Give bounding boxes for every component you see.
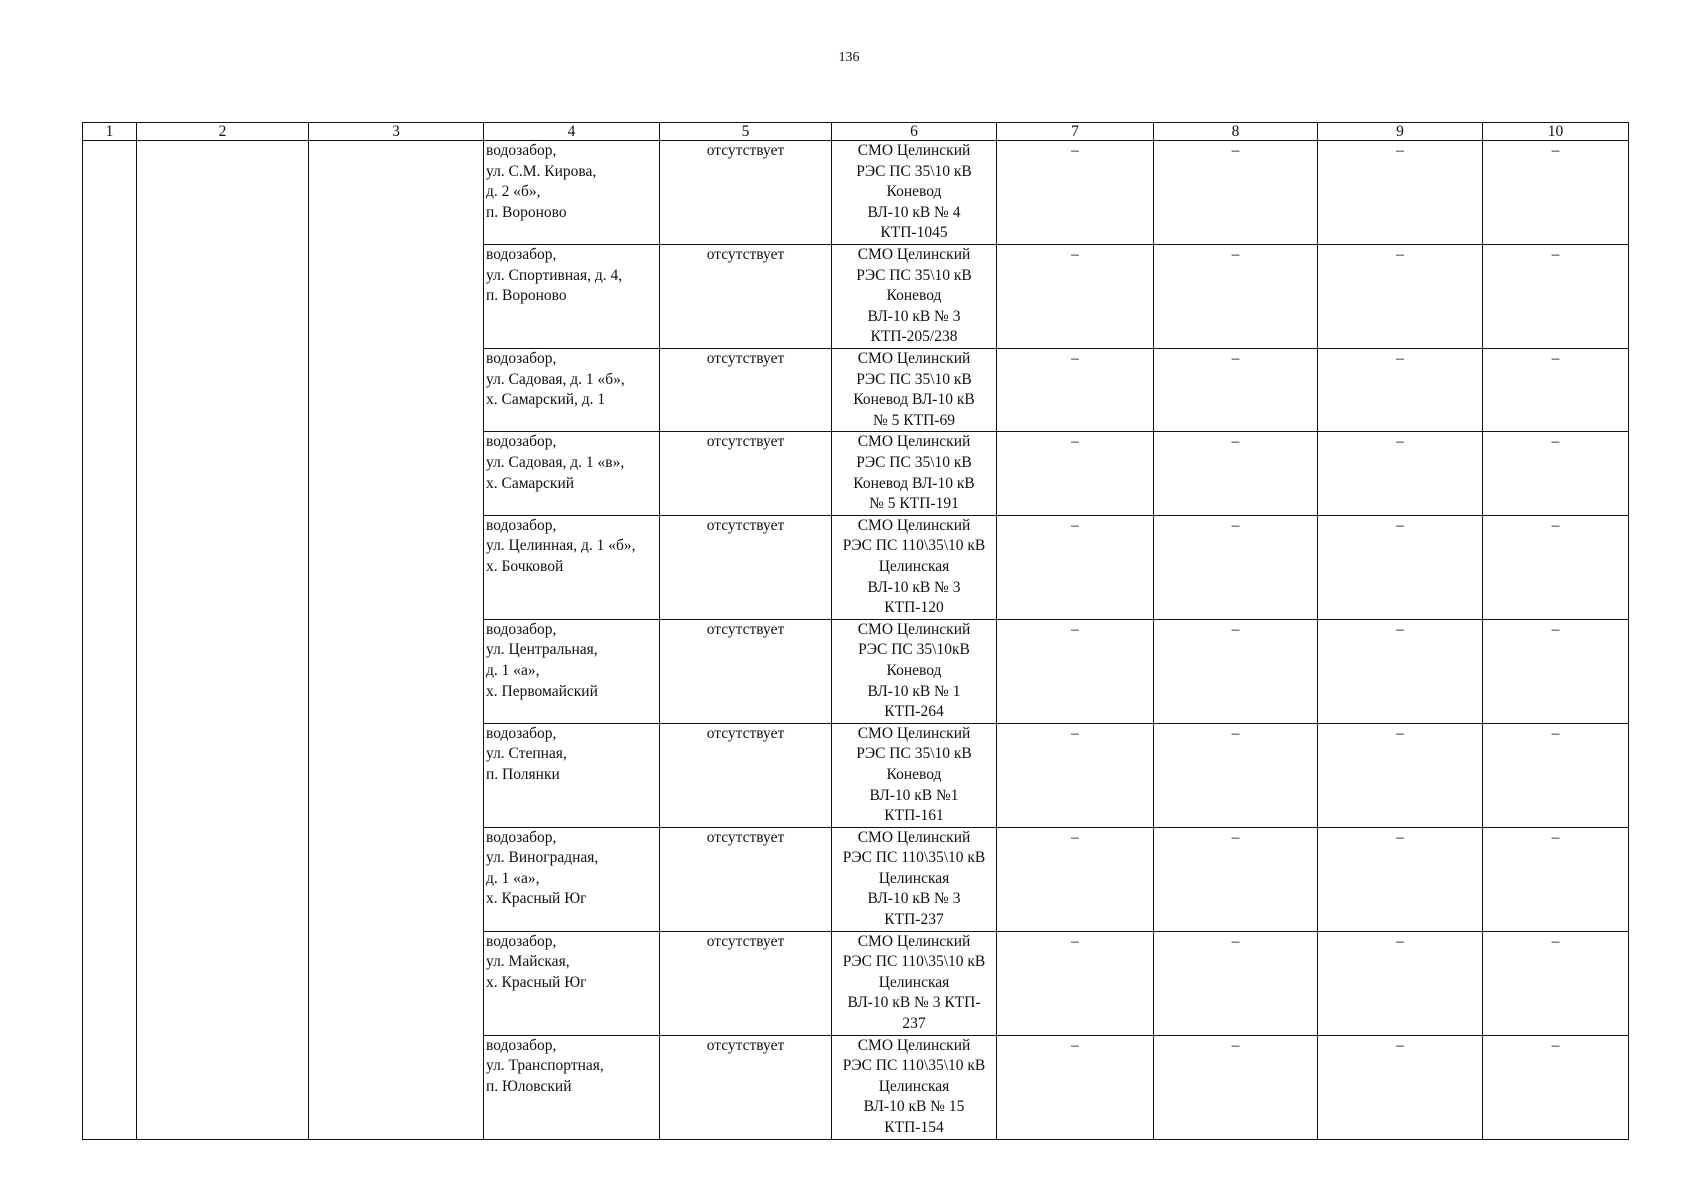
facility-address-cell: водозабор, ул. Майская, х. Красный Юг	[484, 931, 660, 1035]
page-number: 136	[838, 50, 860, 65]
header-cell: 4	[484, 123, 660, 141]
header-cell: 3	[309, 123, 484, 141]
col-10-cell: –	[1483, 245, 1629, 349]
infrastructure-table	[82, 122, 1629, 1140]
col-10-cell: –	[1483, 827, 1629, 931]
col-9-cell: –	[1318, 349, 1483, 432]
status-cell: отсутствует	[660, 245, 832, 349]
power-source-cell: СМО Целинский РЭС ПС 110\35\10 кВ Целинская ВЛ-10 кВ № 3 КТП- 237	[832, 931, 997, 1035]
col-8-cell: –	[1154, 432, 1318, 515]
col-7-cell: –	[997, 141, 1154, 245]
power-source-cell: СМО Целинский РЭС ПС 35\10кВ Коневод ВЛ-10 кВ № 1 КТП-264	[832, 619, 997, 723]
header-cell: 6	[832, 123, 997, 141]
col-10-cell: –	[1483, 432, 1629, 515]
col-7-cell: –	[997, 245, 1154, 349]
col-9-cell: –	[1318, 723, 1483, 827]
facility-address-cell: водозабор, ул. С.М. Кирова, д. 2 «б», п. Вороново	[484, 141, 660, 245]
col-7-cell: –	[997, 931, 1154, 1035]
facility-address-cell: водозабор, ул. Степная, п. Полянки	[484, 723, 660, 827]
facility-address-cell: водозабор, ул. Виноградная, д. 1 «а», х. Красный Юг	[484, 827, 660, 931]
col-8-cell: –	[1154, 245, 1318, 349]
header-cell: 2	[137, 123, 309, 141]
col-10-cell: –	[1483, 723, 1629, 827]
facility-address-cell: водозабор, ул. Спортивная, д. 4, п. Вороново	[484, 245, 660, 349]
table-row	[83, 141, 1629, 245]
col-10-cell: –	[1483, 349, 1629, 432]
header-cell: 5	[660, 123, 832, 141]
header-cell: 8	[1154, 123, 1318, 141]
col-8-cell: –	[1154, 827, 1318, 931]
col-10-cell: –	[1483, 141, 1629, 245]
power-source-cell: СМО Целинский РЭС ПС 110\35\10 кВ Целинская ВЛ-10 кВ № 3 КТП-237	[832, 827, 997, 931]
power-source-cell: СМО Целинский РЭС ПС 35\10 кВ Коневод ВЛ-10 кВ № 3 КТП-205/238	[832, 245, 997, 349]
column-number-header	[83, 123, 1629, 141]
header-cell: 9	[1318, 123, 1483, 141]
col-9-cell: –	[1318, 619, 1483, 723]
col-7-cell: –	[997, 723, 1154, 827]
col-10-cell: –	[1483, 619, 1629, 723]
power-source-cell: СМО Целинский РЭС ПС 35\10 кВ Коневод ВЛ-10 кВ № 5 КТП-191	[832, 432, 997, 515]
col-10-cell: –	[1483, 931, 1629, 1035]
status-cell: отсутствует	[660, 349, 832, 432]
col-1-cell	[83, 141, 137, 1140]
col-8-cell: –	[1154, 723, 1318, 827]
header-cell: 7	[997, 123, 1154, 141]
status-cell: отсутствует	[660, 619, 832, 723]
status-cell: отсутствует	[660, 827, 832, 931]
col-9-cell: –	[1318, 245, 1483, 349]
col-7-cell: –	[997, 515, 1154, 619]
header-cell: 10	[1483, 123, 1629, 141]
status-cell: отсутствует	[660, 1035, 832, 1139]
col-10-cell: –	[1483, 1035, 1629, 1139]
status-cell: отсутствует	[660, 432, 832, 515]
facility-address-cell: водозабор, ул. Транспортная, п. Юловский	[484, 1035, 660, 1139]
status-cell: отсутствует	[660, 723, 832, 827]
col-7-cell: –	[997, 619, 1154, 723]
power-source-cell: СМО Целинский РЭС ПС 110\35\10 кВ Целинская ВЛ-10 кВ № 3 КТП-120	[832, 515, 997, 619]
col-7-cell: –	[997, 827, 1154, 931]
col-8-cell: –	[1154, 515, 1318, 619]
col-9-cell: –	[1318, 827, 1483, 931]
col-8-cell: –	[1154, 141, 1318, 245]
facility-address-cell: водозабор, ул. Садовая, д. 1 «в», х. Самарский	[484, 432, 660, 515]
col-3-cell	[309, 141, 484, 1140]
col-9-cell: –	[1318, 515, 1483, 619]
status-cell: отсутствует	[660, 141, 832, 245]
col-7-cell: –	[997, 432, 1154, 515]
status-cell: отсутствует	[660, 931, 832, 1035]
facility-address-cell: водозабор, ул. Целинная, д. 1 «б», х. Бочковой	[484, 515, 660, 619]
col-7-cell: –	[997, 349, 1154, 432]
power-source-cell: СМО Целинский РЭС ПС 35\10 кВ Коневод ВЛ-10 кВ № 4 КТП-1045	[832, 141, 997, 245]
col-8-cell: –	[1154, 1035, 1318, 1139]
col-8-cell: –	[1154, 349, 1318, 432]
col-7-cell: –	[997, 1035, 1154, 1139]
col-9-cell: –	[1318, 1035, 1483, 1139]
col-9-cell: –	[1318, 931, 1483, 1035]
col-10-cell: –	[1483, 515, 1629, 619]
header-cell: 1	[83, 123, 137, 141]
col-8-cell: –	[1154, 619, 1318, 723]
status-cell: отсутствует	[660, 515, 832, 619]
power-source-cell: СМО Целинский РЭС ПС 110\35\10 кВ Целинская ВЛ-10 кВ № 15 КТП-154	[832, 1035, 997, 1139]
col-8-cell: –	[1154, 931, 1318, 1035]
power-source-cell: СМО Целинский РЭС ПС 35\10 кВ Коневод ВЛ-10 кВ №1 КТП-161	[832, 723, 997, 827]
facility-address-cell: водозабор, ул. Центральная, д. 1 «а», х. Первомайский	[484, 619, 660, 723]
power-source-cell: СМО Целинский РЭС ПС 35\10 кВ Коневод ВЛ-10 кВ № 5 КТП-69	[832, 349, 997, 432]
col-9-cell: –	[1318, 432, 1483, 515]
facility-address-cell: водозабор, ул. Садовая, д. 1 «б», х. Самарский, д. 1	[484, 349, 660, 432]
col-9-cell: –	[1318, 141, 1483, 245]
col-2-cell	[137, 141, 309, 1140]
